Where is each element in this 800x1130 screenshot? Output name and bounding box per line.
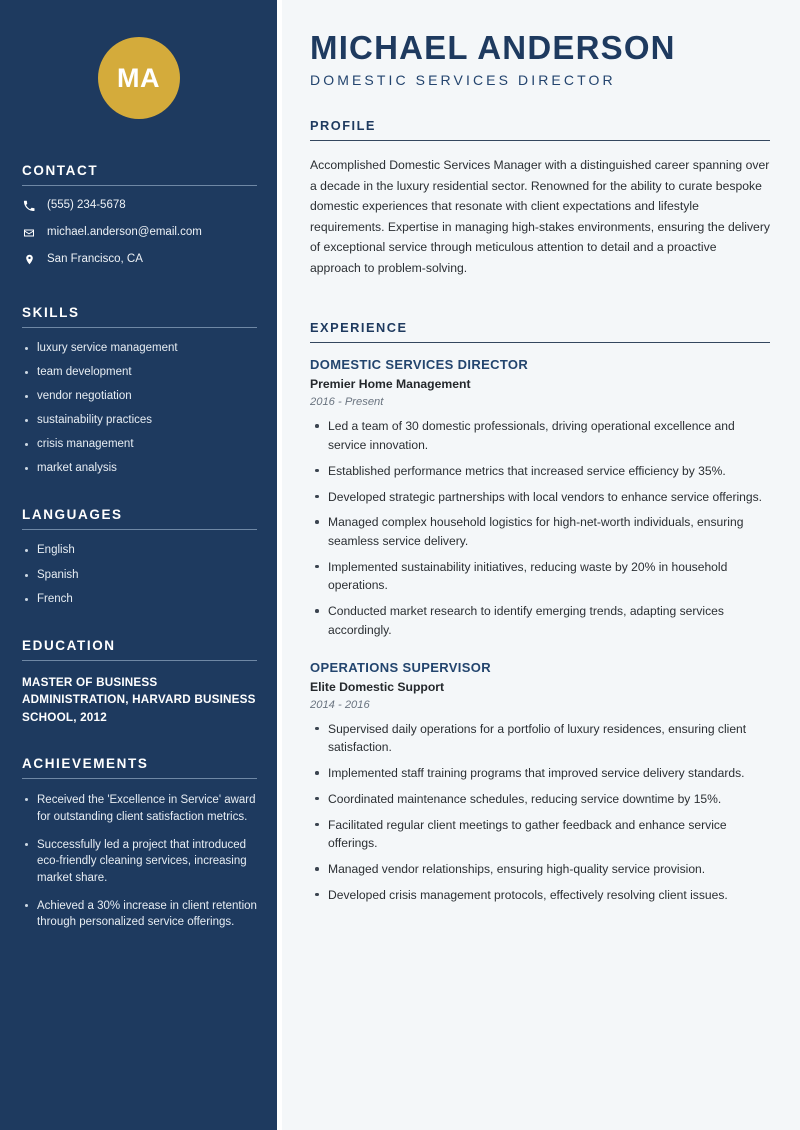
list-item: Implemented staff training programs that improved service delivery standards. [310, 764, 770, 783]
education-heading: EDUCATION [22, 637, 116, 653]
sidebar-section-skills [22, 305, 257, 477]
contact-value-location: San Francisco, CA [47, 252, 143, 265]
list-item: luxury service management [22, 341, 257, 357]
list-item: Successfully led a project that introduced eco-friendly cleaning services, increasing market share. [22, 837, 257, 887]
page-title: MICHAEL ANDERSON [310, 29, 676, 66]
contact-value-phone: (555) 234-5678 [47, 199, 126, 211]
list-item: Managed vendor relationships, ensuring high-quality service provision. [310, 860, 770, 879]
contact-item-location[interactable] [22, 253, 257, 267]
list-item: Established performance metrics that increased service efficiency by 35%. [310, 462, 770, 481]
list-item: Spanish [22, 568, 257, 584]
profile-text: Accomplished Domestic Services Manager with a distinguished career spanning over a decade in the luxury residential sector. Renowned for the ability to curate bespoke domestic experiences that resonate with client expectations and lifestyle requirements. Expertise in managing high-stakes environments, ensuring the delivery of exceptional service through meticulous attention to detail and a proactive approach to problem-solving. [310, 158, 770, 275]
job-bullets [310, 720, 770, 905]
contact-heading: CONTACT [22, 163, 99, 178]
sidebar-section-languages [22, 507, 257, 607]
profile-heading: PROFILE [310, 118, 376, 134]
sidebar-section-contact [22, 163, 257, 266]
skills-list [22, 341, 257, 477]
section-experience [310, 320, 770, 904]
job-role-subtitle: DOMESTIC SERVICES DIRECTOR [310, 72, 616, 89]
list-item: French [22, 592, 257, 608]
list-item: Led a team of 30 domestic professionals, driving operational excellence and service innovation. [310, 417, 770, 454]
list-item: crisis management [22, 437, 257, 453]
list-item: Developed crisis management protocols, effectively resolving client issues. [310, 886, 770, 905]
job-title: OPERATIONS SUPERVISOR [310, 659, 491, 675]
job-bullets [310, 417, 770, 639]
education-entry: MASTER OF BUSINESS ADMINISTRATION, HARVARD BUSINESS SCHOOL, 2012 [22, 675, 256, 724]
achievements-list [22, 792, 257, 931]
avatar-container [0, 0, 277, 119]
list-item: Implemented sustainability initiatives, reducing waste by 20% in household operations. [310, 558, 770, 595]
list-item: Developed strategic partnerships with local vendors to enhance service offerings. [310, 488, 770, 507]
sidebar-section-education [22, 638, 257, 727]
phone-icon [22, 200, 36, 212]
achievements-heading: ACHIEVEMENTS [22, 756, 149, 772]
list-item: Supervised daily operations for a portfolio of luxury residences, ensuring client satisfaction. [310, 720, 770, 757]
experience-divider [310, 342, 770, 343]
avatar: MA [98, 37, 180, 119]
experience-entry [310, 357, 770, 639]
list-item: Coordinated maintenance schedules, reducing service downtime by 15%. [310, 790, 770, 809]
list-item: market analysis [22, 461, 257, 477]
job-company: Elite Domestic Support [310, 679, 445, 694]
job-dates: 2016 - Present [310, 396, 384, 409]
main-content [282, 0, 800, 1130]
list-item: vendor negotiation [22, 389, 257, 405]
sidebar [0, 0, 277, 1130]
education-divider [22, 660, 257, 661]
languages-heading: LANGUAGES [22, 507, 123, 523]
location-pin-icon [22, 253, 36, 266]
job-company: Premier Home Management [310, 377, 471, 392]
experience-heading: EXPERIENCE [310, 320, 408, 336]
email-icon [22, 227, 36, 239]
sidebar-section-achievements [22, 756, 257, 931]
languages-list [22, 543, 257, 607]
contact-list [22, 199, 257, 266]
job-dates: 2014 - 2016 [310, 698, 370, 711]
list-item: Managed complex household logistics for high-net-worth individuals, ensuring seamless service delivery. [310, 513, 770, 550]
skills-divider [22, 327, 257, 328]
list-item: Facilitated regular client meetings to gather feedback and enhance service offerings. [310, 816, 770, 853]
section-profile [310, 118, 770, 278]
contact-item-phone[interactable] [22, 199, 257, 213]
list-item: sustainability practices [22, 413, 257, 429]
list-item: Achieved a 30% increase in client retention through personalized service offerings. [22, 898, 257, 931]
job-title: DOMESTIC SERVICES DIRECTOR [310, 357, 529, 373]
contact-item-email[interactable] [22, 226, 257, 240]
profile-divider [310, 140, 770, 141]
experience-entry [310, 660, 770, 905]
languages-divider [22, 529, 257, 530]
skills-heading: SKILLS [22, 305, 80, 321]
list-item: team development [22, 365, 257, 381]
contact-divider [22, 185, 257, 186]
achievements-divider [22, 778, 257, 779]
list-item: English [22, 543, 257, 559]
list-item: Received the 'Excellence in Service' award for outstanding client satisfaction metrics. [22, 792, 257, 825]
contact-value-email: michael.anderson@email.com [47, 225, 202, 238]
list-item: Conducted market research to identify emerging trends, adapting services accordingly. [310, 602, 770, 639]
